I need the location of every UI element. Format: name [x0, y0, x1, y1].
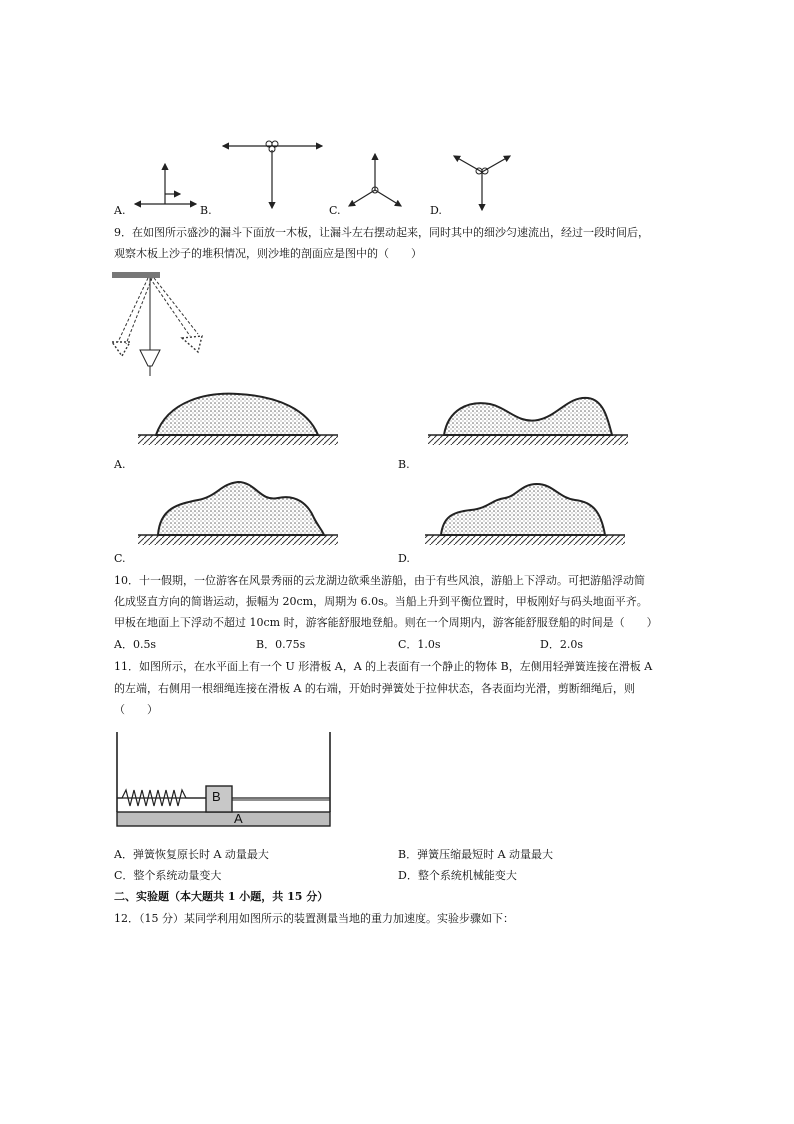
funnel-pendulum-figure — [110, 270, 215, 380]
q11-option-c: C．整个系统动量变大 — [114, 869, 222, 882]
q8-label-d: D. — [430, 204, 442, 217]
sand-pile-a — [138, 390, 338, 458]
u-slider-figure — [114, 732, 334, 832]
q9-label-b: B. — [398, 458, 410, 471]
figure-label-a: A — [234, 811, 243, 826]
sand-pile-b — [428, 390, 628, 458]
q8-diagram-b — [220, 138, 325, 213]
q10-option-d: D．2.0s — [540, 638, 583, 651]
q10-stem-line2: 化成竖直方向的简谐运动，振幅为 20cm，周期为 6.0s。当船上升到平衡位置时，甲板刚好与码头地面平齐。 — [114, 595, 648, 608]
section-heading: 二、实验题（本大题共 1 小题，共 15 分） — [114, 890, 329, 903]
q10-option-a: A．0.5s — [114, 638, 157, 651]
q11-option-d: D．整个系统机械能变大 — [398, 869, 517, 882]
q8-diagram-a — [130, 160, 200, 210]
q11-stem-line3: （ ） — [114, 703, 158, 716]
q11-stem-line1: 11．如图所示，在水平面上有一个 U 形滑板 A，A 的上表面有一个静止的物体 B，左侧用轻弹簧连接在滑板 A — [114, 660, 653, 673]
q9-label-a: A. — [114, 458, 126, 471]
q10-option-b: B．0.75s — [256, 638, 306, 651]
q10-stem-line3: 甲板在地面上下浮动不超过 10cm 时，游客能舒服地登船。则在一个周期内，游客能舒服登船的时间是（ ） — [114, 616, 658, 629]
q9-label-d: D. — [398, 552, 410, 565]
figure-label-b: B — [212, 789, 221, 804]
q10-option-c: C．1.0s — [398, 638, 441, 651]
q10-stem-line1: 10．十一假期，一位游客在风景秀丽的云龙湖边欲乘坐游船，由于有些风浪，游船上下浮动。可把游船浮动简 — [114, 574, 645, 587]
q11-option-a: A．弹簧恢复原长时 A 动量最大 — [114, 848, 269, 861]
q11-option-b: B．弹簧压缩最短时 A 动量最大 — [398, 848, 554, 861]
q8-diagram-c — [345, 150, 405, 210]
q8-label-b: B. — [200, 204, 212, 217]
q12-stem-line1: 12．（15 分）某同学利用如图所示的装置测量当地的重力加速度。实验步骤如下： — [114, 912, 514, 925]
q9-stem-line1: 9．在如图所示盛沙的漏斗下面放一木板，让漏斗左右摆动起来，同时其中的细沙匀速流出，经过一段时间后， — [114, 226, 649, 239]
q11-stem-line2: 的左端，右侧用一根细绳连接在滑板 A 的右端，开始时弹簧处于拉伸状态，各表面均光滑，剪断细绳后，则 — [114, 682, 635, 695]
q8-label-c: C. — [329, 204, 341, 217]
sand-pile-d — [425, 478, 625, 548]
q8-diagram-d — [450, 150, 514, 214]
sand-pile-c — [138, 478, 338, 548]
q8-label-a: A. — [114, 204, 126, 217]
q9-label-c: C. — [114, 552, 126, 565]
q9-stem-line2: 观察木板上沙子的堆积情况，则沙堆的剖面应是图中的（ ） — [114, 247, 422, 260]
